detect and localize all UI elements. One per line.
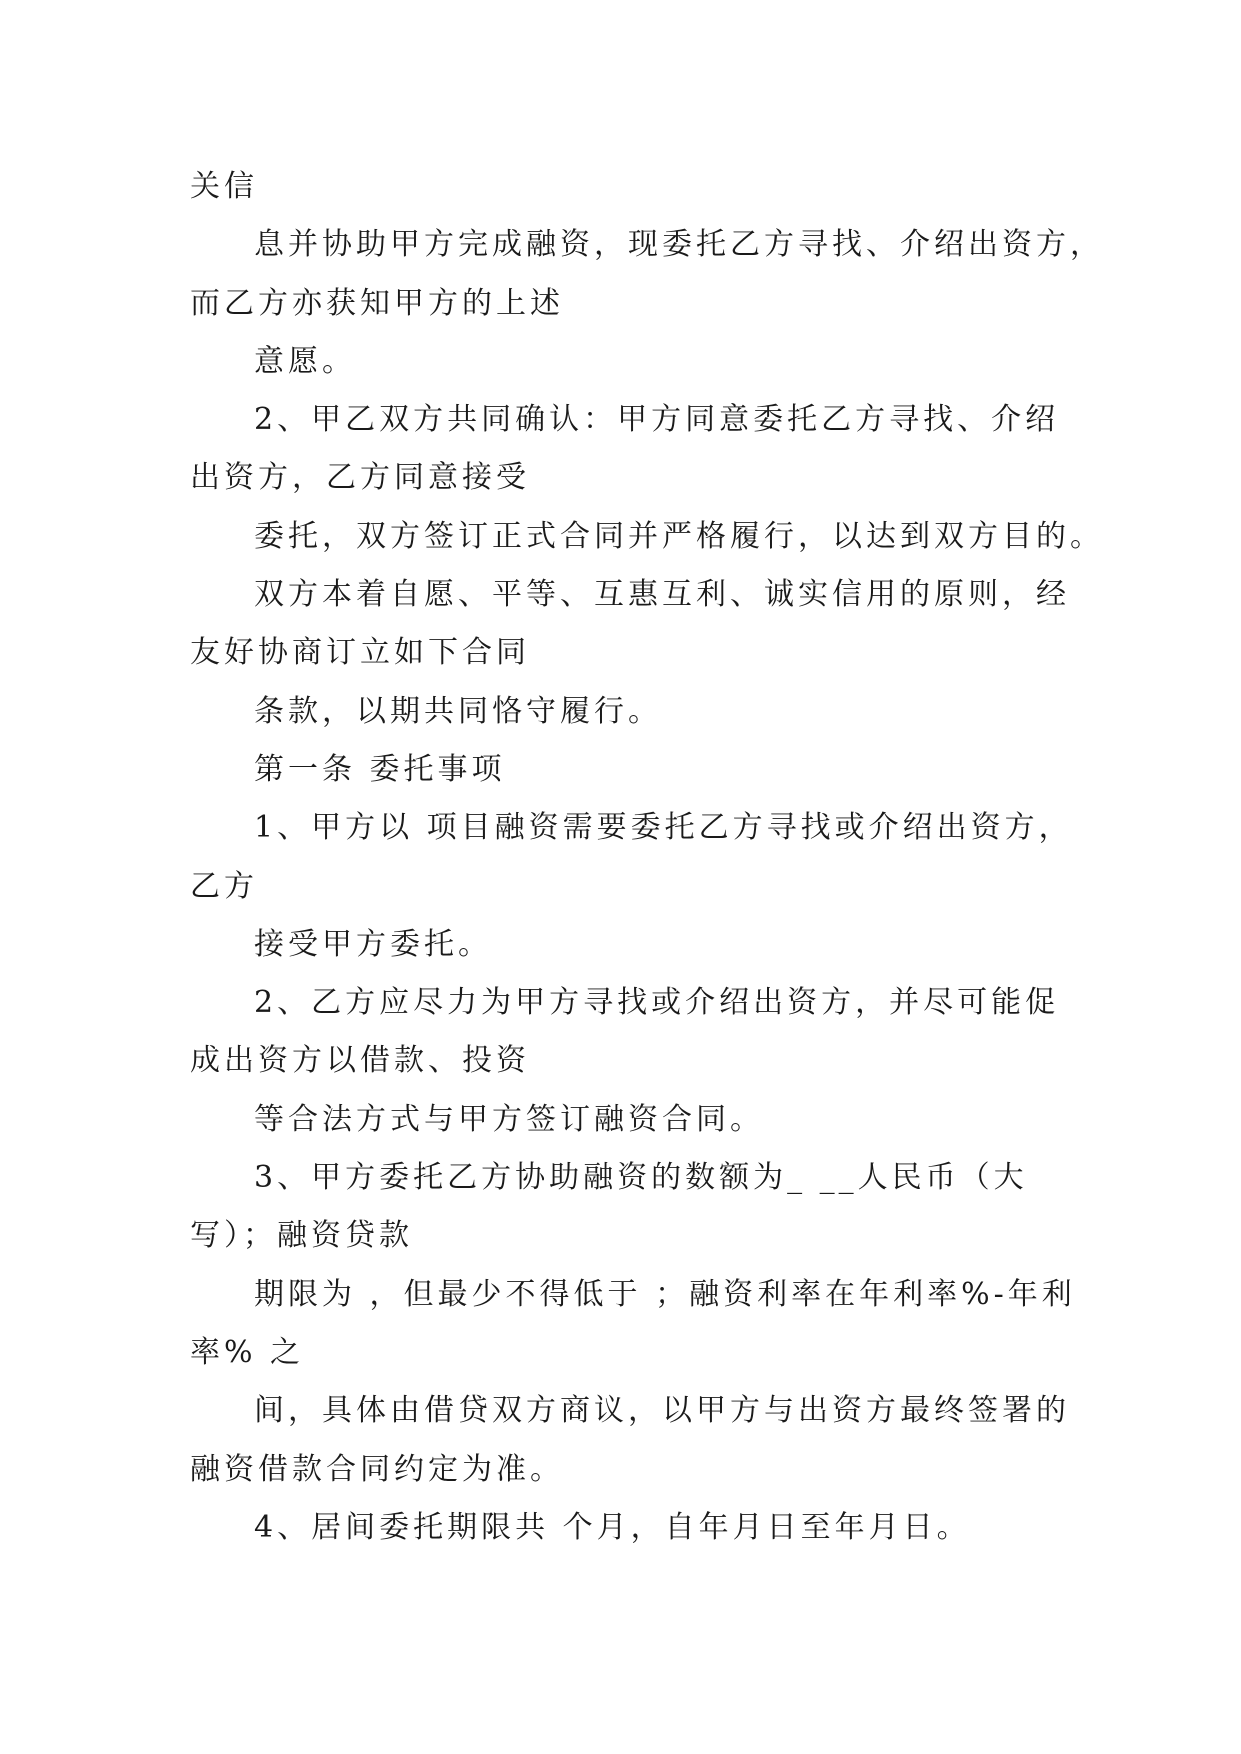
text-line: 友好协商订立如下合同 bbox=[190, 635, 530, 671]
text-line: 2、乙方应尽力为甲方寻找或介绍出资方，并尽可能促 bbox=[254, 985, 1060, 1021]
section-heading: 第一条 委托事项 bbox=[254, 751, 506, 787]
text-line: 而乙方亦获知甲方的上述 bbox=[190, 285, 564, 321]
text-line: 关信 bbox=[190, 169, 258, 204]
text-line: 出资方，乙方同意接受 bbox=[190, 460, 530, 496]
text-line: 意愿。 bbox=[254, 343, 356, 379]
text-line: 4、居间委托期限共 个月，自年月日至年月日。 bbox=[254, 1509, 971, 1545]
text-line: 3、甲方委托乙方协助融资的数额为_ __人民币（大 bbox=[254, 1160, 1028, 1196]
text-line: 条款，以期共同恪守履行。 bbox=[254, 693, 662, 729]
text-line: 写）；融资贷款 bbox=[190, 1218, 413, 1254]
text-line: 等合法方式与甲方签订融资合同。 bbox=[254, 1101, 764, 1137]
text-line: 间，具体由借贷双方商议，以甲方与出资方最终签署的 bbox=[254, 1393, 1070, 1429]
text-line: 率% 之 bbox=[190, 1334, 305, 1370]
text-line: 成出资方以借款、投资 bbox=[190, 1043, 530, 1079]
text-line: 接受甲方委托。 bbox=[254, 926, 492, 962]
text-line: 2、甲乙双方共同确认：甲方同意委托乙方寻找、介绍 bbox=[254, 402, 1060, 438]
text-line: 双方本着自愿、平等、互惠互利、诚实信用的原则，经 bbox=[254, 577, 1070, 613]
text-line: 息并协助甲方完成融资，现委托乙方寻找、介绍出资方， bbox=[254, 227, 1104, 263]
text-line: 乙方 bbox=[190, 868, 258, 904]
contract-text-body bbox=[190, 158, 1104, 1557]
text-line: 融资借款合同约定为准。 bbox=[190, 1451, 564, 1487]
text-line: 委托，双方签订正式合同并严格履行，以达到双方目的。 bbox=[254, 518, 1104, 554]
text-line: 期限为 ，但最少不得低于 ；融资利率在年利率%-年利 bbox=[254, 1276, 1076, 1312]
text-line: 1、甲方以 项目融资需要委托乙方寻找或介绍出资方， bbox=[254, 810, 1073, 846]
